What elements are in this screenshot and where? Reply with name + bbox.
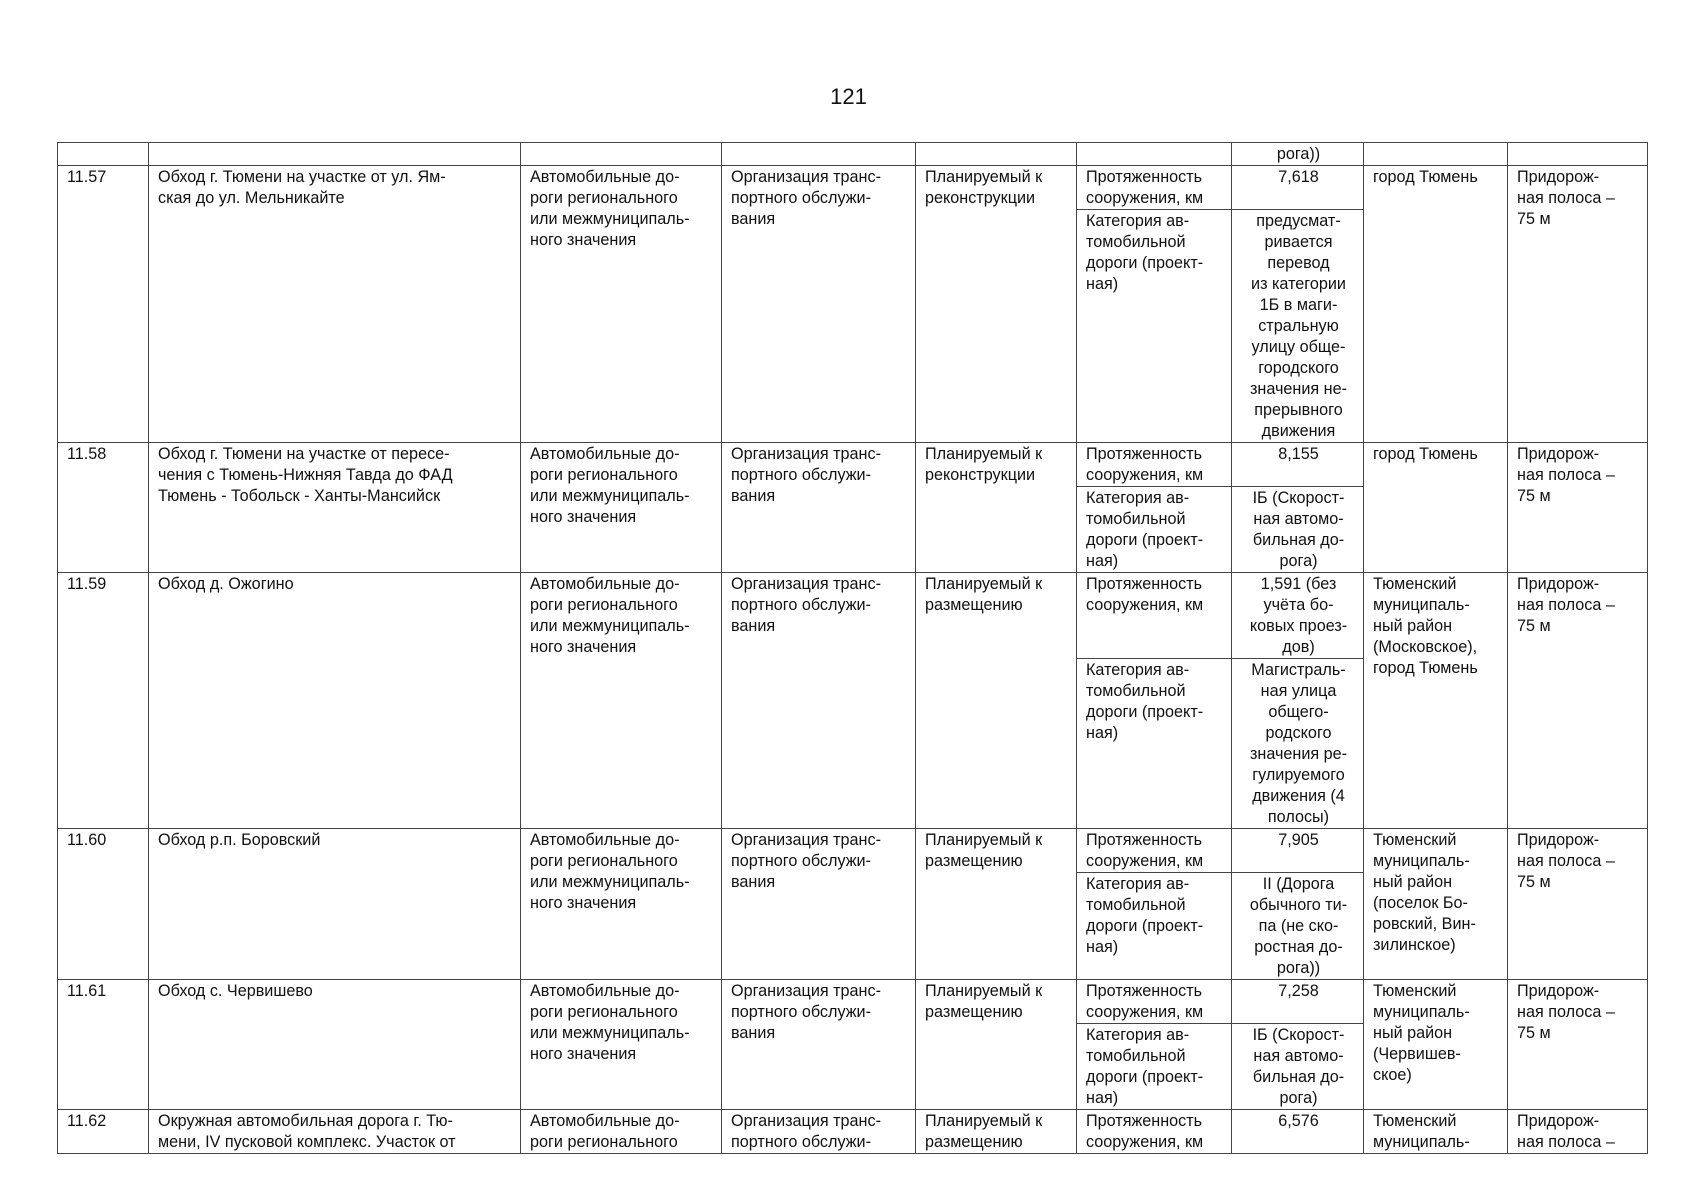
- cell-type: Автомобильные до- роги регионального: [521, 1110, 722, 1154]
- cell-param-label: Протяженность сооружения, км: [1077, 1110, 1232, 1154]
- cell-zone: Придорож- ная полоса –: [1508, 1110, 1648, 1154]
- cell-param-value: IБ (Скорост- ная автомо- бильная до- рога): [1232, 487, 1364, 573]
- cell-type: Автомобильные до- роги регионального или межмуниципаль- ного значения: [521, 166, 722, 443]
- cell-param-value: 7,905: [1232, 829, 1364, 873]
- cell-status: Планируемый к реконструкции: [916, 166, 1077, 443]
- table-row: [58, 573, 1648, 659]
- cell-status: Планируемый к размещению: [916, 1110, 1077, 1154]
- cell-status: Планируемый к реконструкции: [916, 443, 1077, 573]
- cell-num: 11.61: [58, 980, 149, 1110]
- cell-location: город Тюмень: [1364, 166, 1508, 443]
- cell-name: [149, 143, 521, 166]
- cell-location: Тюменский муниципаль- ный район (Московское), город Тюмень: [1364, 573, 1508, 829]
- cell-param-value: 1,591 (без учёта бо- ковых проез- дов): [1232, 573, 1364, 659]
- cell-param-label: Категория ав- томобильной дороги (проект- ная): [1077, 1024, 1232, 1110]
- cell-purpose: Организация транс- портного обслужи-: [722, 1110, 916, 1154]
- cell-param-value: 6,576: [1232, 1110, 1364, 1154]
- cell-num: 11.59: [58, 573, 149, 829]
- cell-num: [58, 143, 149, 166]
- cell-name: Обход р.п. Боровский: [149, 829, 521, 980]
- cell-param-label: Категория ав- томобильной дороги (проект- ная): [1077, 210, 1232, 443]
- cell-param-value: II (Дорога обычного ти- па (не ско- ростная до- рога)): [1232, 873, 1364, 980]
- page-number: 121: [830, 84, 867, 109]
- cell-name: Обход г. Тюмени на участке от пересе- чения с Тюмень-Нижняя Тавда до ФАД Тюмень - Тобольск - Ханты-Мансийск: [149, 443, 521, 573]
- cell-param-value: 7,618: [1232, 166, 1364, 210]
- cell-purpose: Организация транс- портного обслужи- вания: [722, 166, 916, 443]
- table-row: [58, 829, 1648, 873]
- cell-num: 11.60: [58, 829, 149, 980]
- cell-zone: Придорож- ная полоса – 75 м: [1508, 829, 1648, 980]
- cell-name: Обход г. Тюмени на участке от ул. Ям- ская до ул. Мельникайте: [149, 166, 521, 443]
- table-row: [58, 1110, 1648, 1154]
- cell-zone: Придорож- ная полоса – 75 м: [1508, 980, 1648, 1110]
- cell-location: Тюменский муниципаль-: [1364, 1110, 1508, 1154]
- cell-purpose: [722, 143, 916, 166]
- cell-num: 11.57: [58, 166, 149, 443]
- cell-param-value: предусмат- ривается перевод из категории 1Б в маги- стральную улицу обще- городского значения не- прерывного движения: [1232, 210, 1364, 443]
- cell-zone: Придорож- ная полоса – 75 м: [1508, 443, 1648, 573]
- cell-param-label: Категория ав- томобильной дороги (проект- ная): [1077, 487, 1232, 573]
- cell-status: Планируемый к размещению: [916, 829, 1077, 980]
- cell-purpose: Организация транс- портного обслужи- вания: [722, 980, 916, 1110]
- cell-purpose: Организация транс- портного обслужи- вания: [722, 443, 916, 573]
- cell-type: Автомобильные до- роги регионального или межмуниципаль- ного значения: [521, 443, 722, 573]
- cell-zone: Придорож- ная полоса – 75 м: [1508, 166, 1648, 443]
- cell-param-value: 8,155: [1232, 443, 1364, 487]
- cell-type: Автомобильные до- роги регионального или межмуниципаль- ного значения: [521, 573, 722, 829]
- table-row: [58, 166, 1648, 210]
- cell-type: Автомобильные до- роги регионального или межмуниципаль- ного значения: [521, 829, 722, 980]
- cell-param-value: IБ (Скорост- ная автомо- бильная до- рога): [1232, 1024, 1364, 1110]
- cell-num: 11.62: [58, 1110, 149, 1154]
- cell-name: Обход с. Червишево: [149, 980, 521, 1110]
- cell-param-label: Протяженность сооружения, км: [1077, 980, 1232, 1024]
- cell-location: [1364, 143, 1508, 166]
- cell-purpose: Организация транс- портного обслужи- вания: [722, 573, 916, 829]
- cell-zone: [1508, 143, 1648, 166]
- cell-param-value: рога)): [1232, 143, 1364, 166]
- cell-location: город Тюмень: [1364, 443, 1508, 573]
- table-row: [58, 980, 1648, 1024]
- table-row: [58, 443, 1648, 487]
- objects-table: [57, 142, 1648, 1154]
- cell-param-value: Магистраль- ная улица общего- родского значения ре- гулируемого движения (4 полосы): [1232, 659, 1364, 829]
- cell-param-label: [1077, 143, 1232, 166]
- cell-zone: Придорож- ная полоса – 75 м: [1508, 573, 1648, 829]
- cell-num: 11.58: [58, 443, 149, 573]
- cell-param-label: Протяженность сооружения, км: [1077, 829, 1232, 873]
- cell-param-label: Протяженность сооружения, км: [1077, 573, 1232, 659]
- cell-type: Автомобильные до- роги регионального или межмуниципаль- ного значения: [521, 980, 722, 1110]
- cell-location: Тюменский муниципаль- ный район (поселок Бо- ровский, Вин- зилинское): [1364, 829, 1508, 980]
- cell-status: [916, 143, 1077, 166]
- cell-type: [521, 143, 722, 166]
- cell-purpose: Организация транс- портного обслужи- вания: [722, 829, 916, 980]
- table-row-continuation: [58, 143, 1648, 166]
- cell-status: Планируемый к размещению: [916, 573, 1077, 829]
- cell-param-value: 7,258: [1232, 980, 1364, 1024]
- cell-param-label: Категория ав- томобильной дороги (проект- ная): [1077, 659, 1232, 829]
- cell-param-label: Протяженность сооружения, км: [1077, 166, 1232, 210]
- cell-param-label: Категория ав- томобильной дороги (проект- ная): [1077, 873, 1232, 980]
- cell-param-label: Протяженность сооружения, км: [1077, 443, 1232, 487]
- cell-name: Обход д. Ожогино: [149, 573, 521, 829]
- cell-name: Окружная автомобильная дорога г. Тю- мени, IV пусковой комплекс. Участок от: [149, 1110, 521, 1154]
- cell-location: Тюменский муниципаль- ный район (Червишев- ское): [1364, 980, 1508, 1110]
- cell-status: Планируемый к размещению: [916, 980, 1077, 1110]
